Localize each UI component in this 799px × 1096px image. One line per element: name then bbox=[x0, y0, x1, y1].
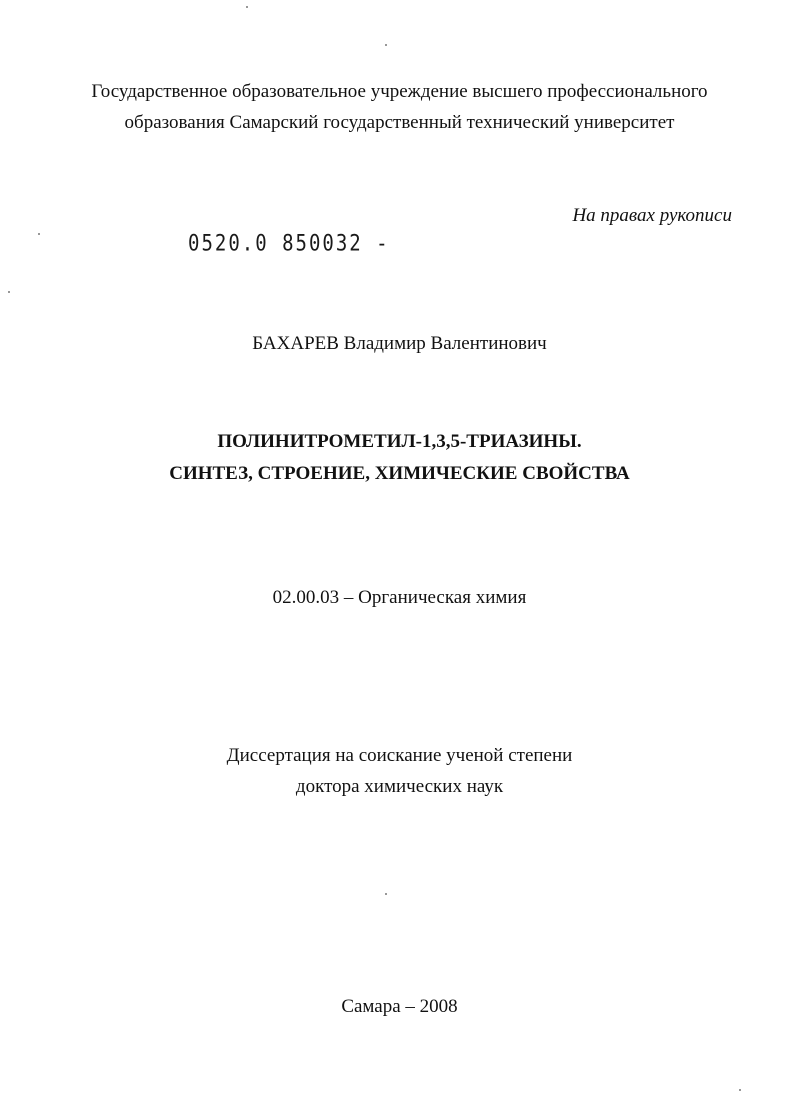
institution-line-1: Государственное образовательное учреждение высшего профессионального bbox=[91, 81, 708, 102]
registry-stamp: 0520.0 850032 - bbox=[188, 231, 390, 257]
institution-line-2: образования Самарский государственный технический университет bbox=[124, 112, 675, 133]
degree-line-1: Диссертация на соискание ученой степени bbox=[226, 745, 573, 766]
specialty: 02.00.03 – Органическая химия bbox=[272, 587, 527, 608]
place-year: Самара – 2008 bbox=[341, 996, 458, 1017]
rights-note: На правах рукописи bbox=[572, 205, 732, 226]
scan-speck bbox=[385, 44, 387, 46]
scan-speck bbox=[246, 6, 248, 8]
scan-speck bbox=[38, 233, 40, 235]
thesis-title-line-1: ПОЛИНИТРОМЕТИЛ-1,3,5-ТРИАЗИНЫ. bbox=[217, 431, 582, 452]
author-name: БАХАРЕВ Владимир Валентинович bbox=[252, 333, 547, 354]
scan-speck bbox=[739, 1089, 741, 1091]
degree-line-2: доктора химических наук bbox=[295, 776, 504, 797]
scan-speck bbox=[8, 291, 10, 293]
thesis-title-line-2: СИНТЕЗ, СТРОЕНИЕ, ХИМИЧЕСКИЕ СВОЙСТВА bbox=[169, 463, 630, 484]
scan-speck bbox=[385, 893, 387, 895]
